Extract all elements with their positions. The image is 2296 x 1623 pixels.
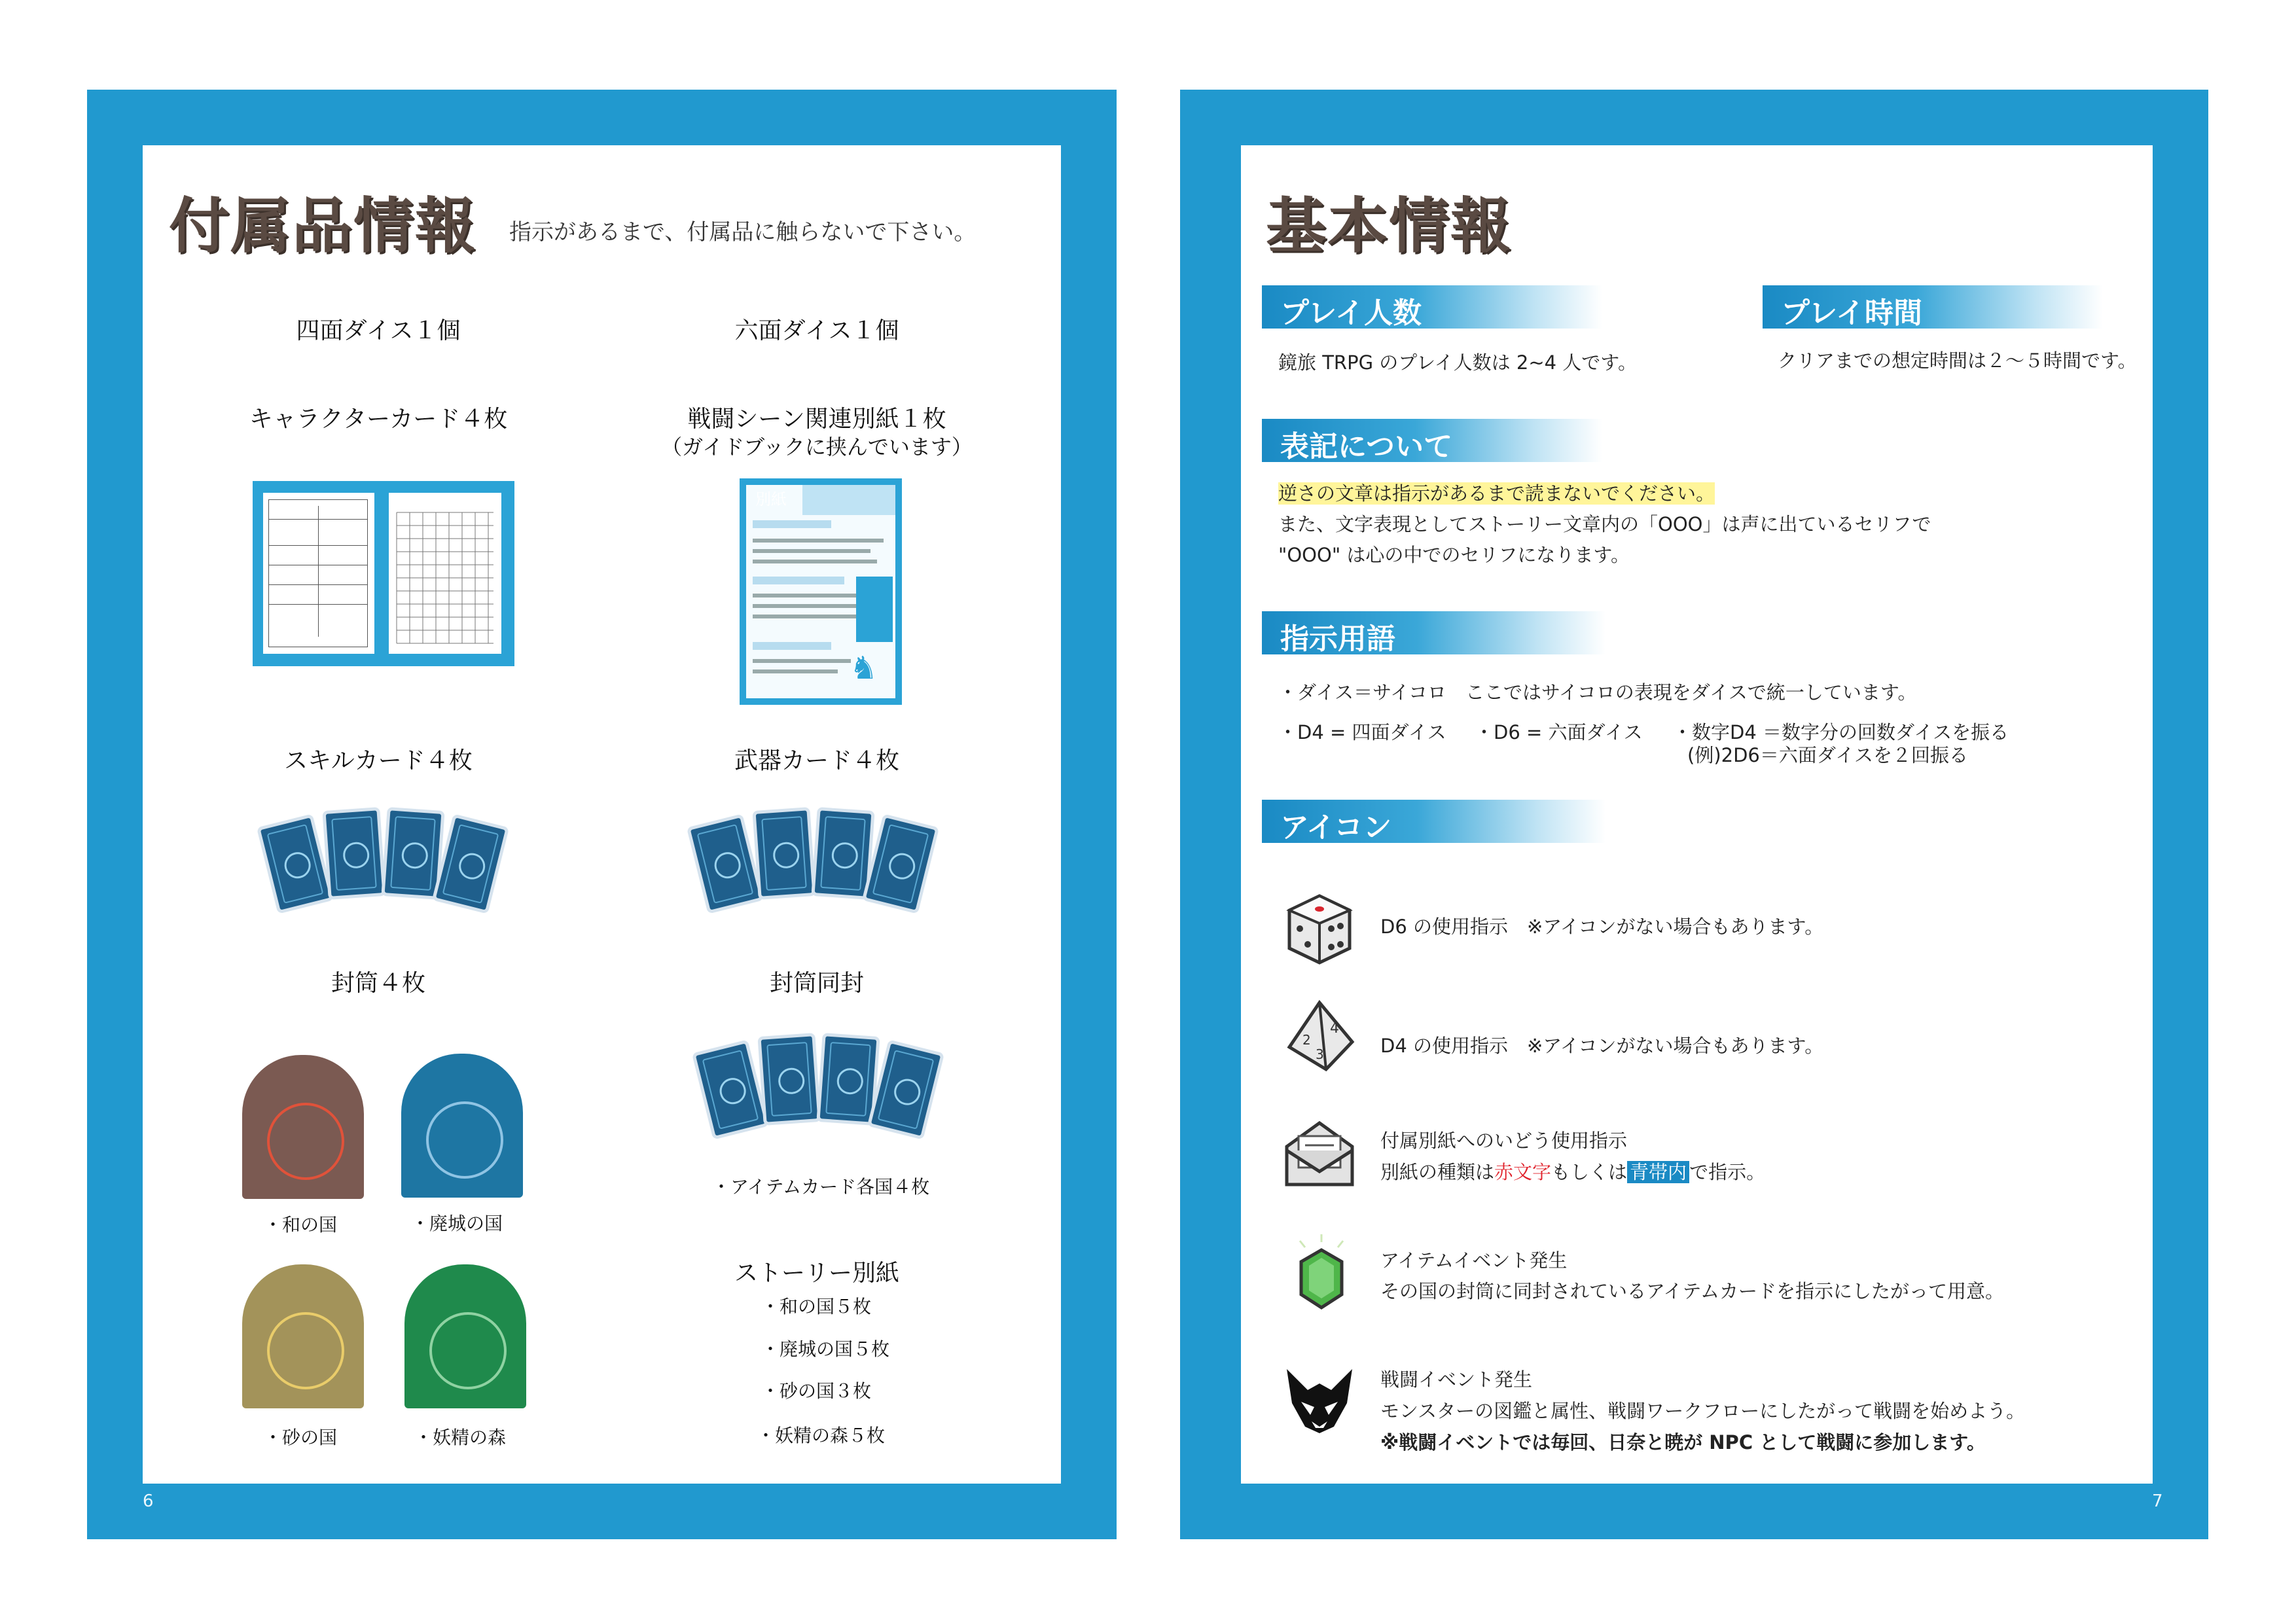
envelope-yosei-label: ・妖精の森 [414,1427,507,1448]
d6-icon [1280,888,1359,967]
battle-sheet-note: （ガイドブックに挟んでいます） [661,435,973,459]
story-item: ・和の国５枚 [761,1296,872,1317]
item-card-stack [692,1026,954,1150]
icons-heading-band [1262,800,1605,843]
mail-icon [1280,1114,1359,1192]
page-number: 7 [2152,1491,2163,1511]
right-page-content [1241,145,2153,1484]
battle-sheet-label: 戦闘シーン関連別紙１枚 [687,406,946,433]
skill-card-label: スキルカード４枚 [284,747,473,774]
weapon-card-stack [687,800,949,924]
dragon-icon: ♞ [850,650,878,687]
compass-star-icon [426,1101,503,1179]
story-item: ・砂の国３枚 [761,1380,872,1402]
right-page [1180,90,2208,1539]
left-page-content [143,145,1061,1484]
character-card-label: キャラクターカード４枚 [249,406,508,433]
terms-d6: ・D6 = 六面ダイス [1475,721,1643,743]
sheet-icon-text [1380,1156,1765,1188]
battle-icon-title: 戦闘イベント発生 [1380,1368,1533,1391]
left-page [87,90,1117,1539]
card-back-2 [757,1033,821,1126]
terms-d4: ・D4 = 四面ダイス [1278,721,1446,743]
players-text: 鏡旅 TRPG のプレイ人数は 2~4 人です。 [1278,351,1637,374]
players-heading-band [1262,285,1602,329]
icons-heading: アイコン [1280,811,1392,844]
terms-heading-band [1262,611,1605,654]
notation-heading-band [1262,419,1602,462]
time-text: クリアまでの想定時間は２～５時間です。 [1778,349,2137,372]
sheet-text-post: で指示。 [1689,1161,1766,1183]
terms-line1: ・ダイス＝サイコロ ここではサイコロの表現をダイスで統一しています。 [1278,681,1917,704]
card-back-grid [389,493,501,654]
card-back-2 [322,807,386,900]
d6-label: 六面ダイス１個 [734,317,899,344]
item-icon-title: アイテムイベント発生 [1380,1249,1568,1272]
page-number: 6 [143,1491,154,1511]
page-title: 基本情報 [1266,191,1513,261]
svg-text:3: 3 [1316,1046,1324,1062]
envelope-wa [242,1055,364,1199]
blue-band-sample: 青帯内 [1627,1161,1689,1183]
terms-example: (例)2D6＝六面ダイスを２回振る [1687,744,1968,766]
grid-sheet-icon [389,493,501,654]
character-card-image [253,481,514,666]
d4-icon-text: D4 の使用指示 ※アイコンがない場合もあります。 [1380,1035,1824,1057]
envelope-label: 封筒４枚 [331,970,425,997]
card-back-1 [257,813,334,914]
envelope-haijo [401,1054,523,1198]
envelope-yosei [404,1264,526,1408]
svg-text:2: 2 [1302,1032,1311,1048]
d6-icon-text: D6 の使用指示 ※アイコンがない場合もあります。 [1380,916,1824,938]
players-heading: プレイ人数 [1280,296,1422,330]
card-back-1 [692,1039,769,1139]
story-item: ・廃城の国５枚 [761,1338,890,1360]
red-text-sample: 赤文字 [1494,1161,1552,1183]
skill-card-stack [257,800,519,924]
gem-icon [1285,1232,1357,1317]
highlighted-warning: 逆さの文章は指示があるまで読まないでください。 [1278,482,1715,505]
leaf-crest-icon [429,1312,507,1389]
weapon-card-label: 武器カード４枚 [734,747,899,774]
page-title: 付属品情報 [169,191,477,261]
envelope-wa-label: ・和の国 [264,1214,338,1236]
envelope-suna-label: ・砂の国 [264,1427,338,1448]
battle-icon-text: モンスターの図鑑と属性、戦闘ワークフローにしたがって戦闘を始めよう。 [1380,1400,2026,1422]
crest-icon [267,1103,344,1180]
sheet-header: 別紙 [755,490,787,508]
envelope-suna [242,1264,364,1408]
time-heading: プレイ時間 [1781,296,1923,330]
terms-num: ・数字D4 ＝数字分の回数ダイスを振る [1673,721,2009,743]
notation-highlight [1278,478,1715,509]
d4-label: 四面ダイス１個 [296,317,461,344]
item-icon-text: その国の封筒に同封されているアイテムカードを指示にしたがって用意。 [1380,1280,2004,1302]
notation-heading: 表記について [1280,430,1453,463]
story-item: ・妖精の森５枚 [757,1425,886,1446]
battle-icon-note: ※戦闘イベントでは毎回、日奈と暁が NPC として戦闘に参加します。 [1380,1431,1986,1454]
card-front-sheet [263,493,374,654]
svg-text:4: 4 [1330,1020,1339,1037]
sheet-text-pre: 別紙の種類は [1380,1161,1495,1183]
item-card-note: ・アイテムカード各国４枚 [712,1176,930,1198]
page-subtitle: 指示があるまで、付属品に触らないで下さい。 [509,219,977,245]
story-sheet-label: ストーリー別紙 [734,1260,899,1287]
sheet-icon-title: 付属別紙へのいどう使用指示 [1380,1130,1628,1152]
terms-heading: 指示用語 [1280,622,1395,656]
battle-sheet-image [740,478,902,705]
monster-icon [1282,1364,1357,1436]
card-back-2 [752,807,816,900]
notation-line2: また、文字表現としてストーリー文章内の「OOO」は声に出ているセリフで [1278,513,1931,535]
enclosed-label: 封筒同封 [769,970,864,997]
notation-line3: "OOO" は心の中でのセリフになります。 [1278,544,1630,566]
d4-icon [1280,996,1359,1075]
envelope-haijo-label: ・廃城の国 [411,1213,503,1234]
sun-crest-icon [267,1312,344,1389]
card-back-1 [687,813,764,914]
sheet-text-mid: もしくは [1551,1161,1628,1183]
time-heading-band [1763,285,2103,329]
